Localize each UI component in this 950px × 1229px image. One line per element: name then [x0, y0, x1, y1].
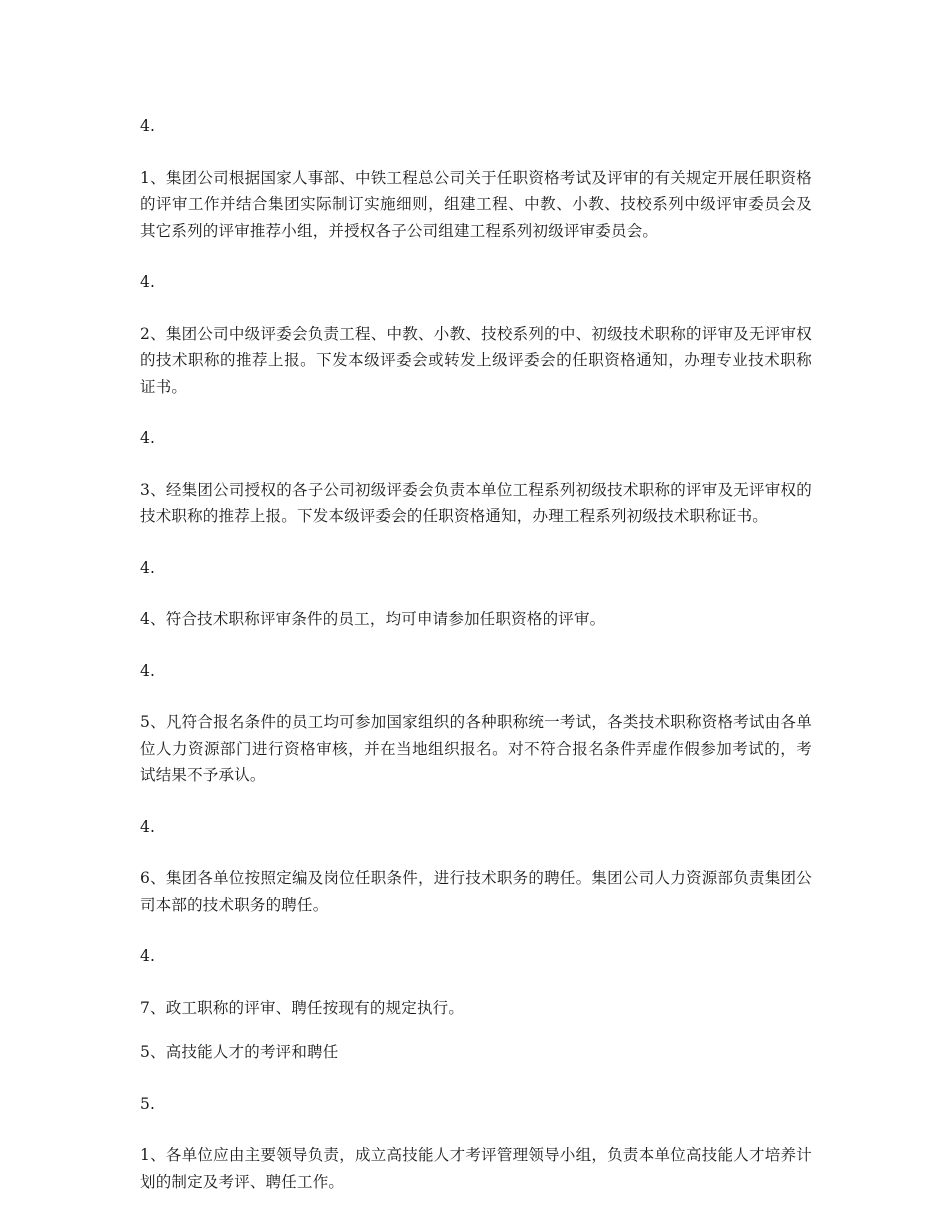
section-number: 4.: [140, 817, 156, 836]
paragraph: 2、集团公司中级评委会负责工程、中教、小教、技校系列的中、初级技术职称的评审及无评审权的技术职称的推荐上报。下发本级评委会或转发上级评委会的任职资格通知，办理专业技术职称证书。: [140, 324, 812, 396]
section-number: 4.: [140, 117, 156, 135]
paragraph: 1、集团公司根据国家人事部、中铁工程总公司关于任职资格考试及评审的有关规定开展任职资格的评审工作并结合集团实际制订实施细则，组建工程、中教、小教、技校系列中级评审委员会及其它系列的评审推荐小组，并授权各子公司组建工程系列初级评审委员会。: [140, 168, 812, 240]
paragraph: 3、经集团公司授权的各子公司初级评委会负责本单位工程系列初级技术职称的评审及无评审权的技术职称的推荐上报。下发本级评委会的任职资格通知，办理工程系列初级技术职称证书。: [140, 480, 812, 525]
section-heading: 5、高技能人才的考评和聘任: [140, 1043, 339, 1061]
section-number: 5.: [140, 1094, 156, 1113]
paragraph: 7、政工职称的评审、聘任按现有的规定执行。: [140, 998, 465, 1017]
paragraph: 6、集团各单位按照定编及岗位任职条件，进行技术职务的聘任。集团公司人力资源部负责集团公司本部的技术职务的聘任。: [140, 869, 812, 914]
paragraph: 4、符合技术职称评审条件的员工，均可申请参加任职资格的评审。: [140, 610, 606, 628]
section-number: 4.: [140, 947, 156, 965]
paragraph: 1、各单位应由主要领导负责，成立高技能人才考评管理领导小组，负责本单位高技能人才培养计划的制定及考评、聘任工作。: [140, 1146, 812, 1191]
paragraph: 5、凡符合报名条件的员工均可参加国家组织的各种职称统一考试，各类技术职称资格考试由各单位人力资源部门进行资格审核，并在当地组织报名。对不符合报名条件弄虚作假参加考试的，考试结果不予承认。: [140, 713, 812, 784]
section-number: 4.: [140, 661, 156, 680]
section-number: 4.: [140, 558, 156, 577]
section-number: 4.: [140, 273, 156, 291]
section-number: 4.: [140, 429, 156, 447]
document-body: [140, 113, 812, 1220]
